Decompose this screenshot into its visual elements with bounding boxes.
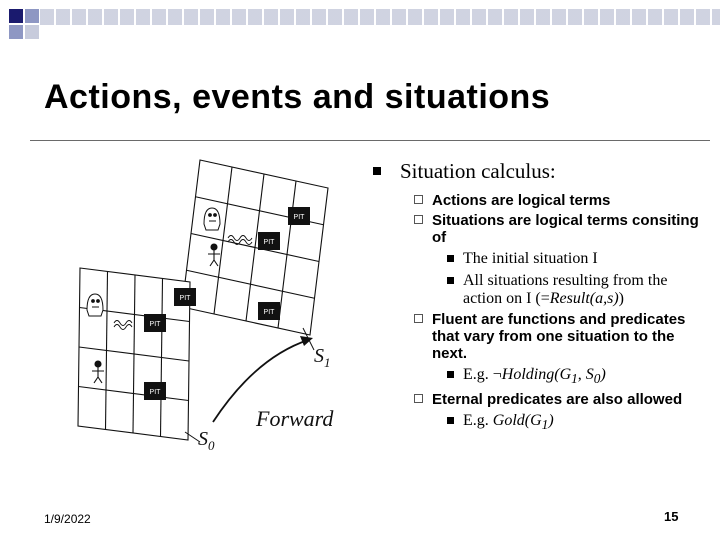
- bullet-text: Eternal predicates are also allowed: [432, 391, 683, 409]
- bullet-checkbox-marker: [414, 195, 423, 204]
- pit-marker: [288, 207, 310, 225]
- bullet-checkbox-marker: [414, 314, 423, 323]
- wumpus-icon: [204, 208, 220, 230]
- gold-term: Gold(G: [492, 412, 542, 430]
- slide-title: Actions, events and situations: [44, 78, 551, 116]
- bullet-actions: [370, 192, 700, 209]
- bullet-text: Situations are logical terms consiting of: [432, 212, 699, 246]
- svg-text:PIT: PIT: [149, 389, 161, 396]
- bullet-checkbox-marker: [414, 394, 423, 403]
- bullet-text: The initial situation I: [463, 250, 598, 267]
- bullet-checkbox-marker: [414, 215, 423, 224]
- situation-calculus-figure: [70, 150, 370, 460]
- pit-marker: [258, 302, 280, 320]
- pit-marker: [144, 314, 166, 332]
- s1-label: $S_1$: [314, 345, 331, 370]
- bullet-text: E.g. ¬: [463, 366, 502, 383]
- bullet-text: Situation calculus:: [400, 159, 556, 183]
- bullet-eternal-predicates: [370, 391, 700, 408]
- svg-text:PIT: PIT: [263, 309, 275, 316]
- stench-icon: [228, 236, 252, 245]
- bullet-holding-example: [370, 366, 700, 388]
- footer-date: 1/9/2022: [44, 512, 91, 526]
- bullet-text: Actions are logical terms: [432, 192, 611, 209]
- bullet-text: Fluent are functions and predicates that vary from one situation to the next.: [432, 311, 686, 362]
- bullet-square-marker: [447, 277, 454, 284]
- forward-label: Forward: [256, 406, 334, 431]
- subscript: 1: [541, 417, 549, 433]
- bullet-square-marker: [447, 371, 454, 378]
- bullet-text: ): [618, 290, 624, 307]
- bullet-gold-example: [370, 412, 700, 434]
- bullet-situations: [370, 212, 700, 246]
- holding-term: Holding(G: [501, 366, 572, 383]
- result-term: Result(a,s): [549, 290, 619, 307]
- bullet-resulting-situations: [370, 272, 700, 308]
- figure-svg: [70, 150, 370, 460]
- bullet-list: [370, 158, 700, 434]
- subscript: 0: [593, 371, 601, 387]
- bullet-situation-calculus: [370, 158, 700, 184]
- svg-text:PIT: PIT: [293, 214, 305, 221]
- bullet-initial-situation: [370, 250, 700, 268]
- header-decoration-square: [25, 25, 39, 39]
- bullet-text: All situations resulting from the action on I (=: [463, 272, 668, 307]
- agent-icon: [208, 244, 220, 266]
- bullet-text: , S: [577, 366, 594, 383]
- svg-text:PIT: PIT: [149, 321, 161, 328]
- header-decoration-square: [25, 9, 39, 23]
- bullet-square-marker: [447, 417, 454, 424]
- grid-s1: [179, 160, 328, 335]
- svg-text:PIT: PIT: [179, 295, 191, 302]
- pit-marker: [174, 288, 196, 306]
- header-decoration-square: [9, 25, 23, 39]
- svg-text:PIT: PIT: [263, 239, 275, 246]
- header-decoration-square: [9, 9, 23, 23]
- page-number: 15: [664, 509, 679, 524]
- bullet-square-marker: [373, 167, 381, 175]
- wumpus-icon: [87, 294, 103, 316]
- subscript: 1: [571, 371, 578, 387]
- bullet-text: ): [548, 412, 554, 430]
- bullet-square-marker: [447, 255, 454, 262]
- pit-marker: [258, 232, 280, 250]
- header-decoration-bar: [40, 9, 720, 25]
- bullet-text: ): [600, 366, 606, 383]
- s0-label: $S_0$: [198, 428, 215, 453]
- pit-marker: [144, 382, 166, 400]
- title-divider: [30, 140, 710, 141]
- bullet-text: E.g.: [463, 412, 493, 430]
- bullet-fluents: [370, 311, 700, 362]
